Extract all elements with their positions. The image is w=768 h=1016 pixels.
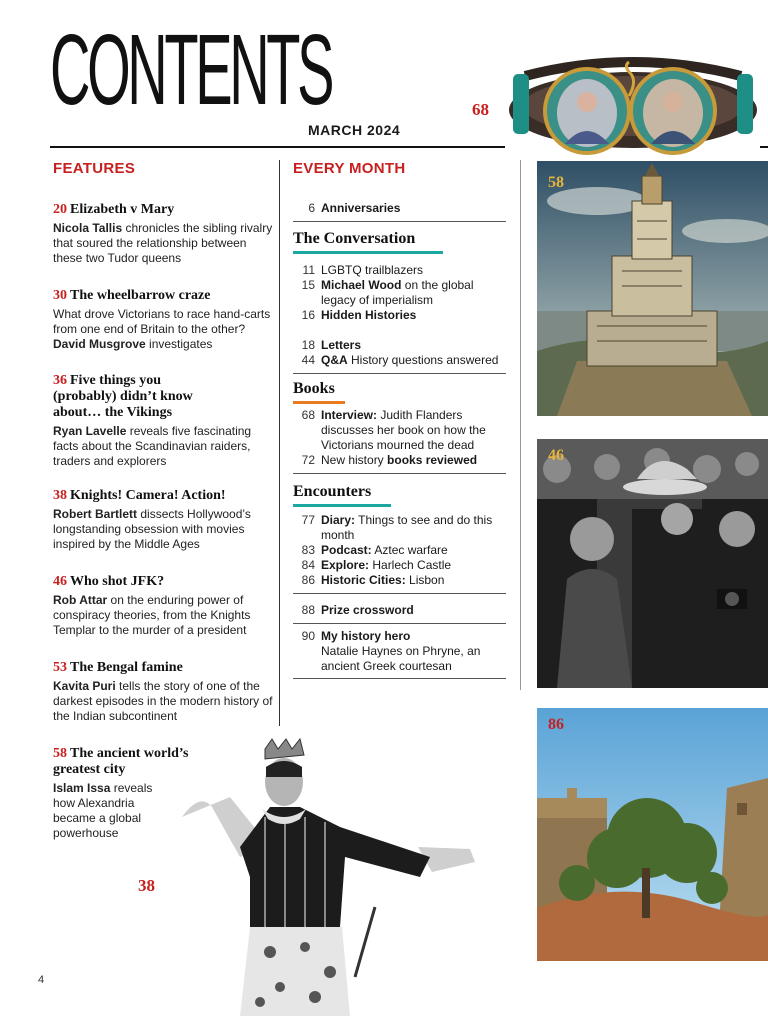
feature-title: The Bengal famine — [70, 660, 183, 675]
feature-title: Who shot JFK? — [70, 574, 165, 589]
books-heading: Books — [293, 380, 335, 397]
list-item[interactable]: 83 Podcast: Aztec warfare — [301, 543, 448, 557]
list-item[interactable]: 90 My history hero Natalie Haynes on Phryne, an ancient Greek courtesan — [301, 629, 481, 673]
feature-title: The ancient world’s greatest city — [53, 746, 189, 777]
issue-date: MARCH 2024 — [308, 122, 401, 138]
list-item[interactable]: 11 LGBTQ trailblazers — [302, 263, 424, 277]
page-number: 4 — [38, 974, 45, 986]
heading-underline — [293, 504, 391, 507]
divider — [293, 623, 506, 624]
feature-item[interactable]: 20 Elizabeth v Mary Nicola Tallis chronicles the sibling rivalry that soured the relationship between these two Tudor queens — [53, 202, 273, 265]
feature-item[interactable]: 38 Knights! Camera! Action! Robert Bartlett dissects Hollywood’s longstanding obsession with movies inspired by the Middle Ages — [53, 488, 251, 551]
list-item[interactable]: 72 New history books reviewed — [301, 453, 478, 467]
features-column — [53, 160, 275, 840]
encounters-heading: Encounters — [293, 483, 372, 500]
list-item[interactable]: 44 Q&A History questions answered — [301, 353, 499, 367]
feature-title: The wheelbarrow craze — [70, 288, 211, 303]
lisbon-page-number: 86 — [548, 716, 564, 733]
divider — [293, 221, 506, 222]
list-item[interactable]: 16 Hidden Histories — [301, 308, 417, 322]
list-item[interactable]: 77 Diary: Things to see and do this month — [301, 513, 493, 542]
feature-item[interactable]: 46 Who shot JFK? Rob Attar on the enduring power of conspiracy theories, from the Knights Templar to the murder of a president — [53, 574, 251, 637]
feature-item[interactable]: 30 The wheelbarrow craze What drove Victorians to race hand-carts from one end of Britain to the other? David Musgrove investigates — [53, 288, 271, 351]
lisbon-castle-photo[interactable] — [537, 708, 768, 961]
every-month-heading: EVERY MONTH — [293, 160, 406, 177]
page-title: CONTENTS — [50, 14, 332, 126]
features-heading: FEATURES — [53, 160, 136, 177]
pharos-lighthouse-photo[interactable] — [537, 161, 768, 416]
divider — [293, 473, 506, 474]
divider — [293, 373, 506, 374]
list-item[interactable]: 68 Interview: Judith Flanders discusses her book on how the Victorians mourned the dead — [301, 408, 486, 452]
lighthouse-page-number: 58 — [548, 174, 564, 191]
list-item[interactable]: 6 Anniversaries — [308, 201, 401, 215]
jfk-page-number: 46 — [548, 447, 564, 464]
every-month-column — [293, 160, 506, 673]
victorian-bracelet-photo[interactable] — [505, 56, 760, 158]
bracelet-page-number: 68 — [472, 100, 489, 119]
divider — [293, 678, 506, 679]
list-item[interactable]: 88 Prize crossword — [301, 603, 414, 617]
jfk-press-photo[interactable] — [537, 439, 768, 688]
list-item[interactable]: 86 Historic Cities: Lisbon — [301, 573, 445, 587]
list-item[interactable]: 15 Michael Wood on the global legacy of imperialism — [301, 278, 474, 307]
feature-title: Knights! Camera! Action! — [70, 488, 226, 503]
feature-item[interactable]: 53 The Bengal famine Kavita Puri tells the story of one of the darkest episodes in the modern history of the Indian subcontinent — [53, 660, 273, 723]
king-page-number: 38 — [138, 876, 155, 895]
medieval-king-actor-photo[interactable] — [170, 737, 480, 1016]
conversation-heading: The Conversation — [293, 230, 416, 247]
list-item[interactable]: 84 Explore: Harlech Castle — [301, 558, 452, 572]
column-divider — [279, 160, 280, 726]
column-divider — [520, 160, 521, 690]
feature-item[interactable]: 58 The ancient world’s greatest city Islam Issa reveals how Alexandria became a global powerhouse — [53, 746, 189, 840]
feature-title: Elizabeth v Mary — [70, 202, 175, 217]
heading-underline — [293, 251, 443, 254]
divider — [293, 593, 506, 594]
heading-underline — [293, 401, 345, 404]
feature-title: Five things you (probably) didn’t know about… the Vikings — [53, 373, 193, 420]
list-item[interactable]: 18 Letters — [301, 338, 362, 352]
feature-item[interactable]: 36 Five things you (probably) didn’t know about… the Vikings Ryan Lavelle reveals five fascinating facts about the Scandinavian raiders, traders and explorers — [53, 373, 252, 468]
